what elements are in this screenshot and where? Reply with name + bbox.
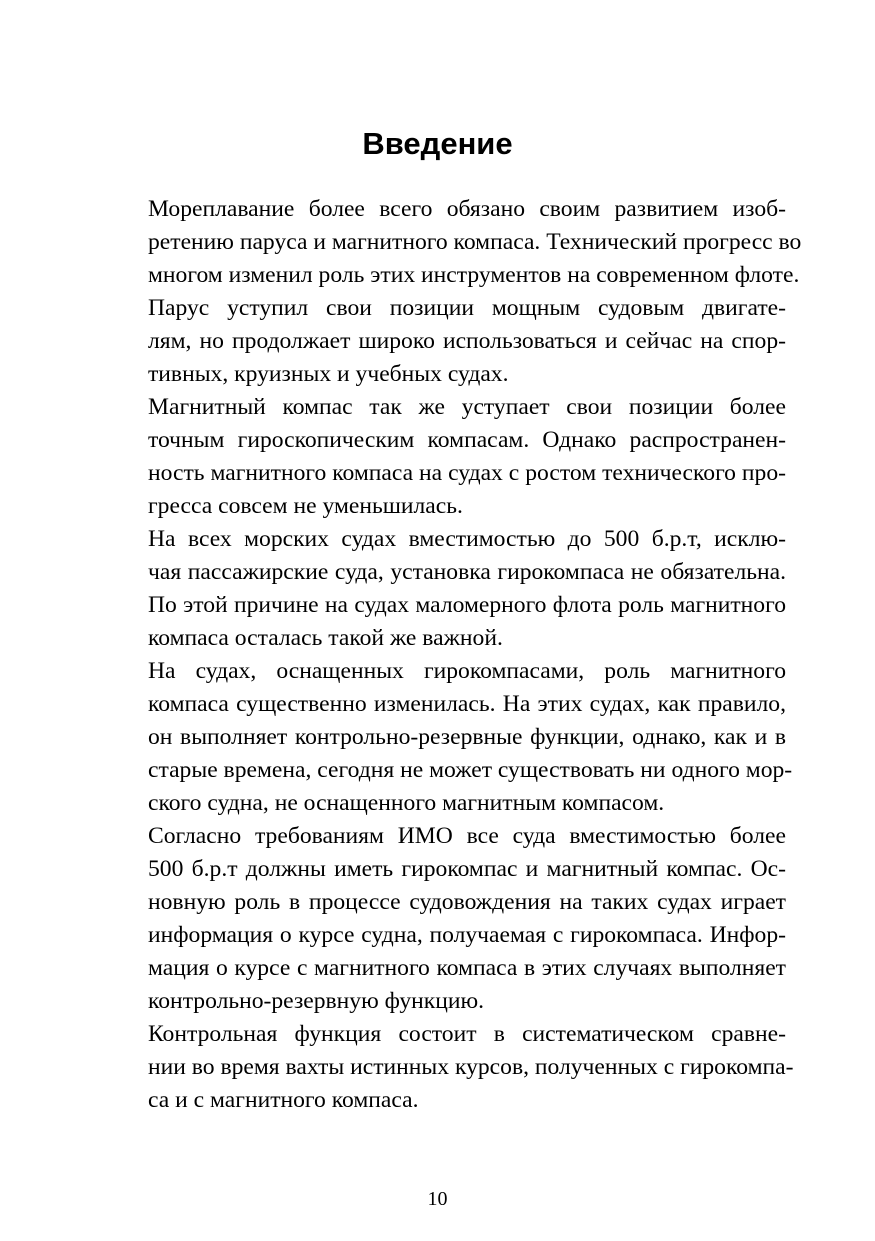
paragraph: [89, 391, 786, 523]
text-line: информация о курсе судна, получаемая с гирокомпаса. Инфор-: [148, 922, 786, 948]
text-line: Парус уступил свои позиции мощным судовым двигате-: [148, 295, 786, 321]
paragraph: [89, 1018, 794, 1117]
text-line: По этой причине на судах маломерного флота роль магнитного: [148, 592, 786, 618]
text-line: компаса осталась такой же важной.: [148, 625, 503, 651]
text-line: точным гироскопическим компасам. Однако распространен-: [148, 427, 786, 453]
text-line: компаса существенно изменилась. На этих судах, как правило,: [148, 691, 786, 717]
paragraph: [89, 193, 802, 292]
text-line: 500 б.р.т должны иметь гирокомпас и магнитный компас. Ос-: [148, 856, 786, 882]
paragraph: [89, 655, 793, 820]
page-number: 10: [427, 1188, 448, 1210]
text-line: лям, но продолжает широко использоваться и сейчас на спор-: [148, 328, 786, 354]
page-title: Введение: [362, 126, 513, 161]
text-line: гресса совсем не уменьшилась.: [148, 493, 463, 519]
text-line: Согласно требованиям ИМО все суда вместимостью более: [148, 823, 786, 849]
text-line: чая пассажирские суда, установка гирокомпаса не обязательна.: [148, 559, 786, 585]
text-line: старые времена, сегодня не может существовать ни одного мор-: [148, 757, 793, 783]
text-line: ретению паруса и магнитного компаса. Технический прогресс во: [148, 229, 802, 255]
body-text: [89, 193, 802, 1117]
text-line: ность магнитного компаса на судах с ростом технического про-: [148, 460, 786, 486]
text-line: мация о курсе с магнитного компаса в этих случаях выполняет: [148, 955, 786, 981]
text-line: новную роль в процессе судовождения на таких судах играет: [148, 889, 786, 915]
text-line: контрольно-резервную функцию.: [148, 988, 484, 1014]
text-line: ского судна, не оснащенного магнитным компасом.: [148, 790, 665, 816]
paragraph: [89, 292, 786, 391]
paragraph: [89, 820, 786, 1018]
text-line: нии во время вахты истинных курсов, полученных с гирокомпа-: [148, 1054, 794, 1080]
paragraph: [89, 523, 786, 655]
text-line: Контрольная функция состоит в систематическом сравне-: [148, 1021, 786, 1047]
text-line: многом изменил роль этих инструментов на современном флоте.: [148, 262, 800, 288]
text-line: тивных, круизных и учебных судах.: [148, 361, 509, 387]
text-line: Мореплавание более всего обязано своим развитием изоб-: [148, 196, 786, 222]
text-line: са и с магнитного компаса.: [148, 1087, 419, 1113]
text-line: он выполняет контрольно-резервные функции, однако, как и в: [148, 724, 786, 750]
text-line: На судах, оснащенных гирокомпасами, роль магнитного: [148, 658, 786, 684]
text-line: На всех морских судах вместимостью до 500 б.р.т, исклю-: [148, 526, 786, 552]
text-line: Магнитный компас так же уступает свои позиции более: [148, 394, 786, 420]
